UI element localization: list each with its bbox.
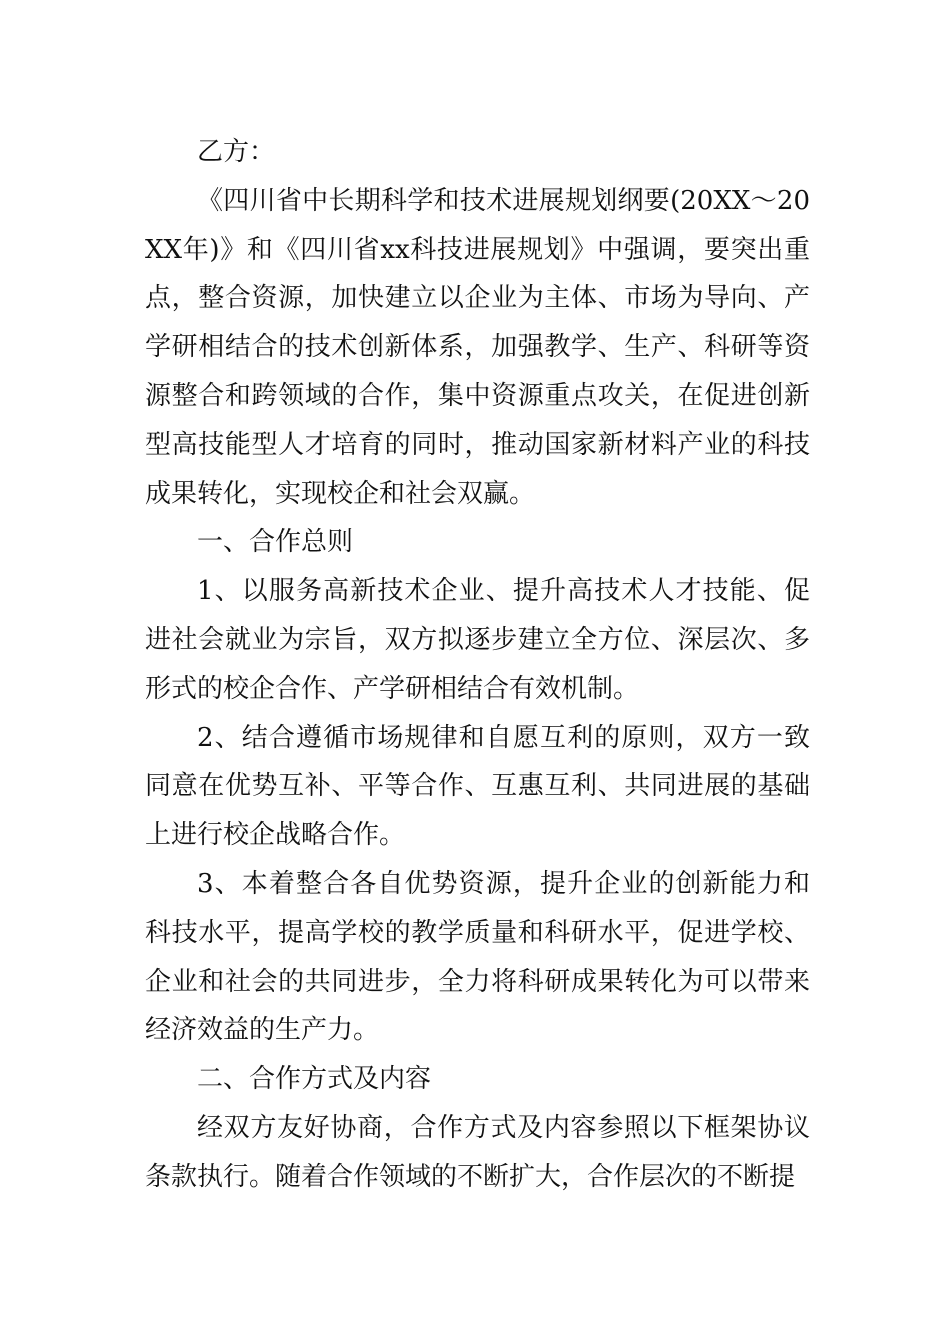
principle-item-1: 1、以服务高新技术企业、提升高技术人才技能、促进社会就业为宗旨，双方拟逐步建立全方位、深层次、多形式的校企合作、产学研相结合有效机制。 bbox=[145, 576, 810, 704]
section-heading-cooperation-methods: 二、合作方式及内容 bbox=[197, 1064, 432, 1095]
principle-item-3: 3、本着整合各自优势资源，提升企业的创新能力和科技水平，提高学校的教学质量和科研水平，促进学校、企业和社会的共同进步，全力将科研成果转化为可以带来经济效益的生产力。 bbox=[145, 868, 810, 1046]
principle-item-2: 2、结合遵循市场规律和自愿互利的原则，双方一致同意在优势互补、平等合作、互惠互利、共同进展的基础上进行校企战略合作。 bbox=[145, 722, 810, 851]
document-page bbox=[145, 128, 810, 1202]
cooperation-methods-paragraph: 经双方友好协商，合作方式及内容参照以下框架协议条款执行。随着合作领域的不断扩大，合作层次的不断提 bbox=[145, 1112, 810, 1192]
section-heading-general-principles: 一、合作总则 bbox=[197, 527, 354, 558]
intro-paragraph: 《四川省中长期科学和技术进展规划纲要(20XX～20XX年)》和《四川省xx科技进展规划》中强调，要突出重点，整合资源，加快建立以企业为主体、市场为导向、产学研相结合的技术创新体系，加强教学、生产、科研等资源整合和跨领域的合作，集中资源重点攻关，在促进创新型高技能型人才培育的同时，推动国家新材料产业的科技成果转化，实现校企和社会双赢。 bbox=[145, 185, 810, 509]
party-b-label: 乙方： bbox=[197, 137, 276, 167]
